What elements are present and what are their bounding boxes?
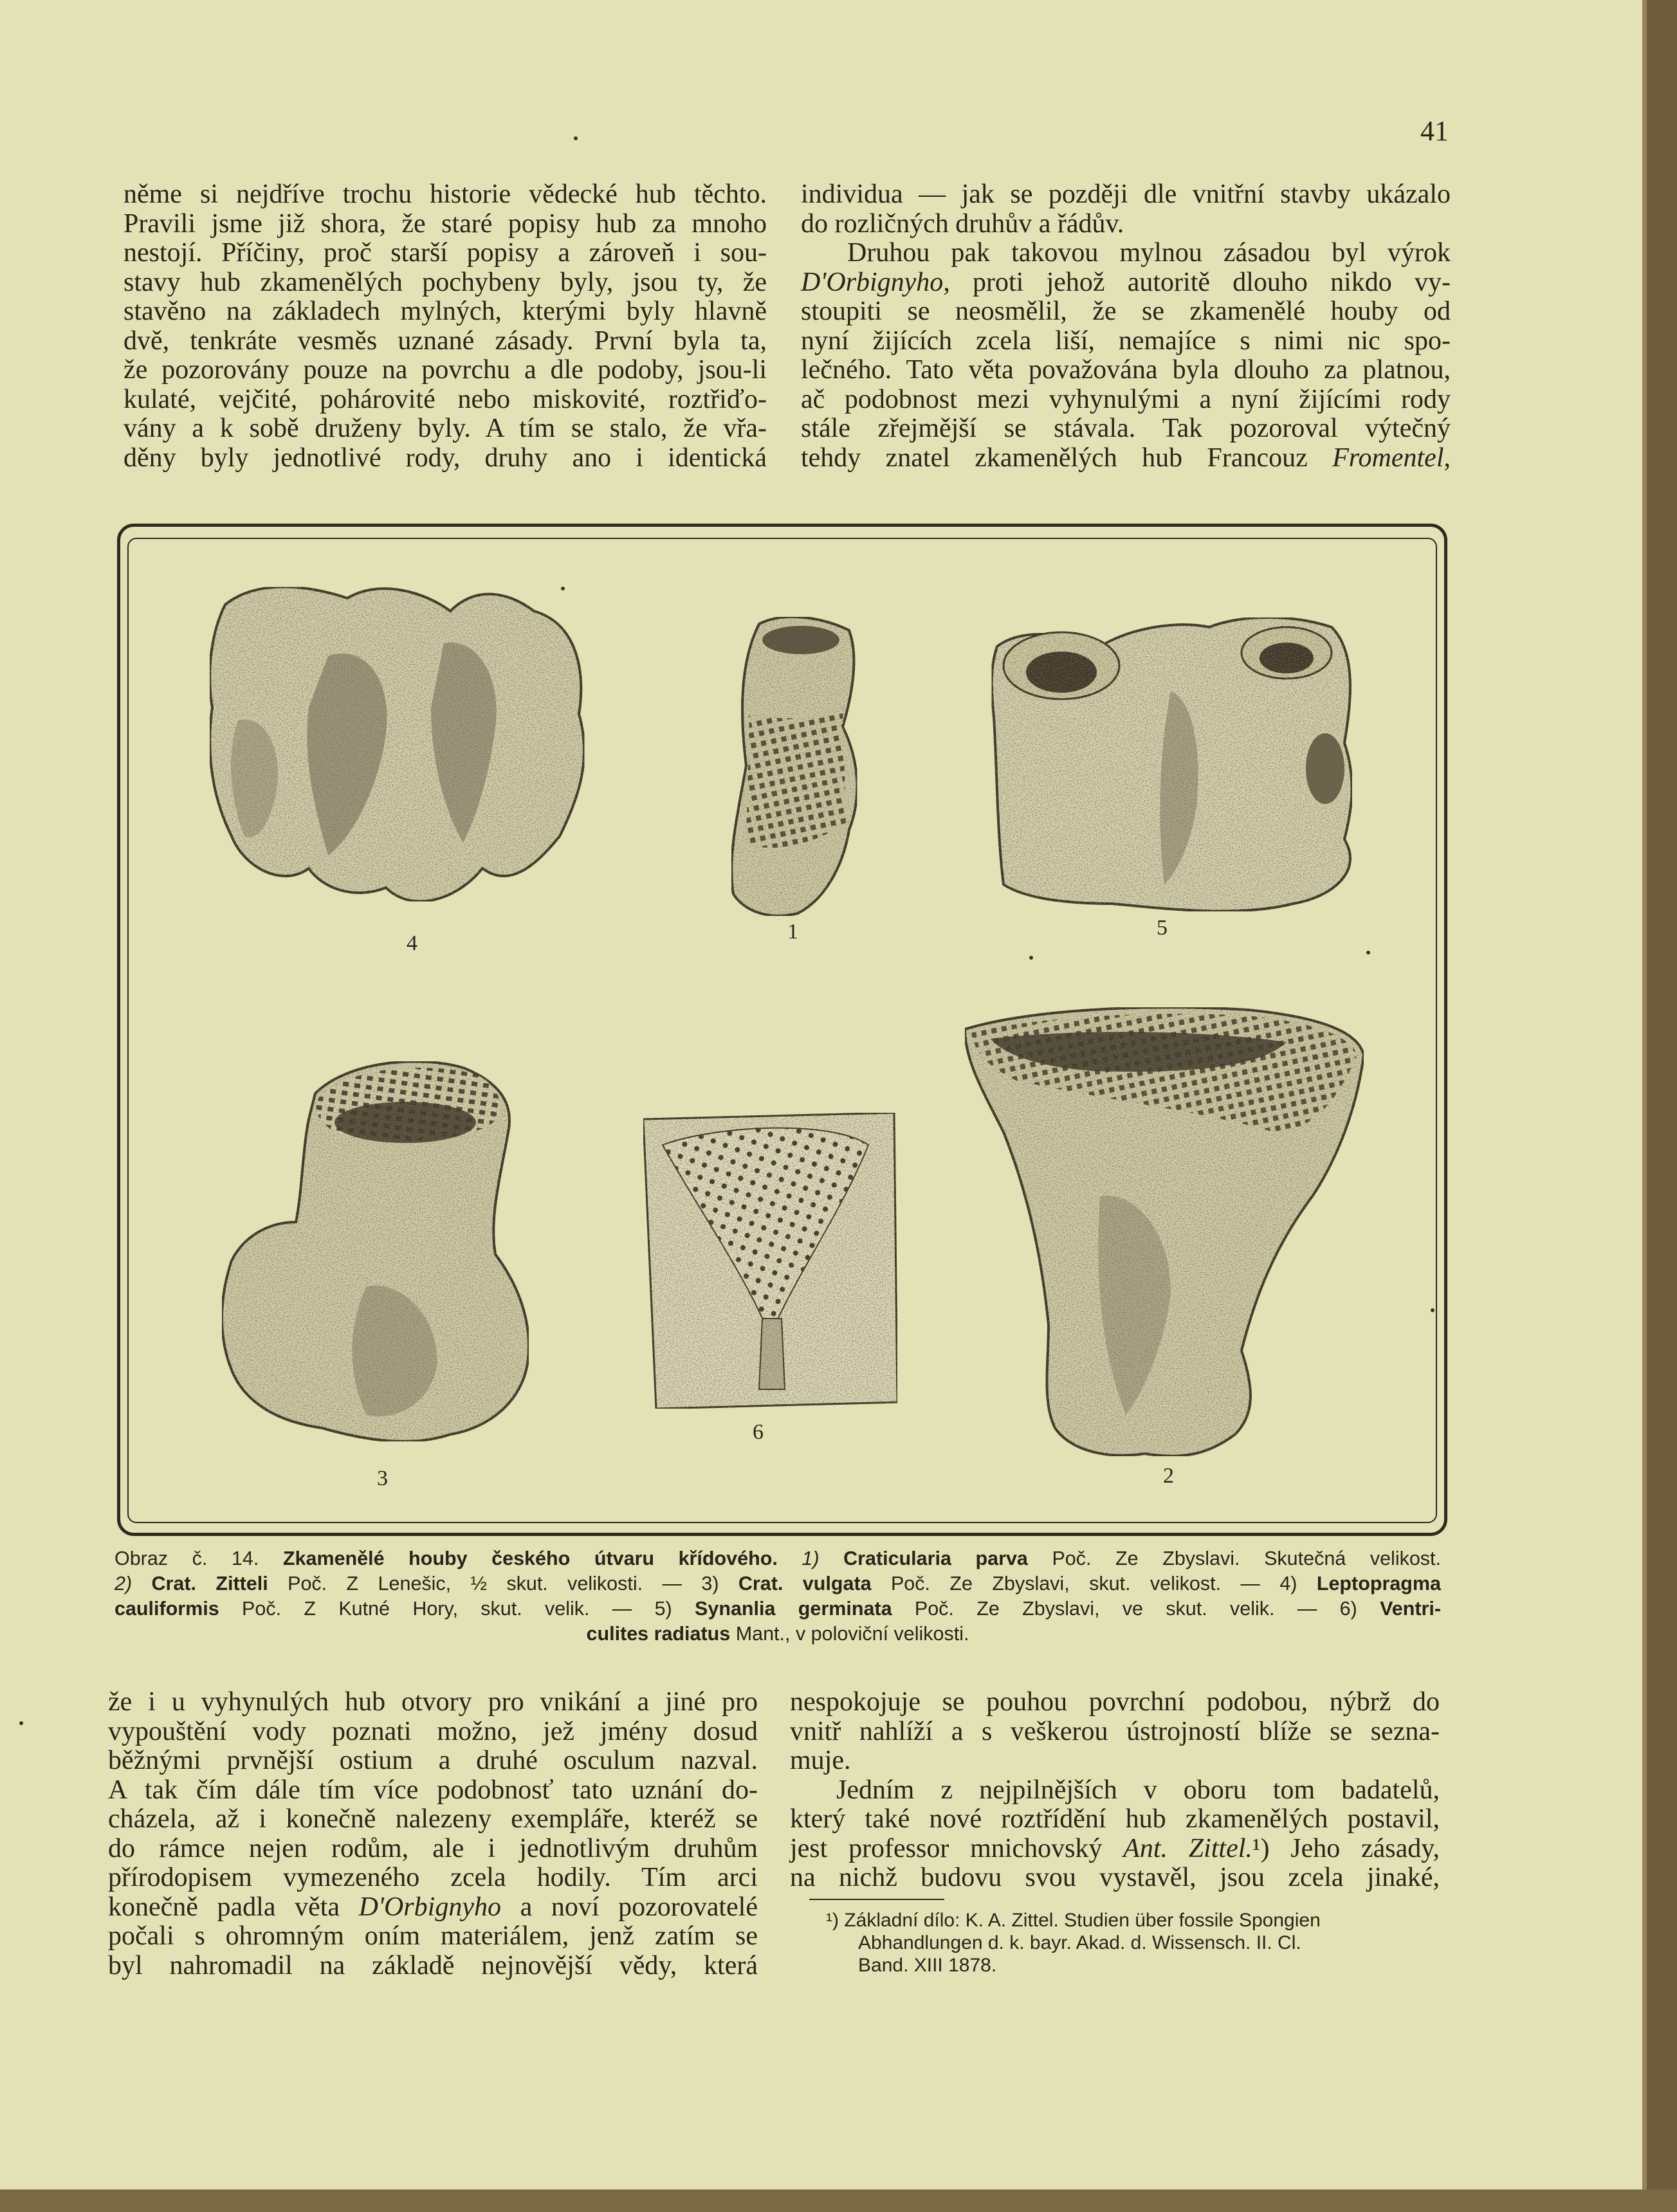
author-name: Fromentel: [1332, 443, 1444, 473]
column-top-right: [801, 180, 1451, 473]
figure-label-5: 5: [1157, 916, 1168, 940]
caption-fragment: Obraz č. 14.: [115, 1548, 283, 1569]
text-line: cházela, až i konečně nalezeny exempláře, kteréž se: [108, 1804, 758, 1834]
text-line: přírodopisem vymezeného zcela hodily. Tím arci: [108, 1863, 758, 1892]
footnote-line: Band. XIII 1878.: [858, 1955, 997, 1976]
column-top-left: [124, 180, 767, 473]
figure-label-6: 6: [753, 1420, 764, 1444]
text-line: [108, 1893, 758, 1923]
text-line: že pozorovány pouze na povrchu a dle podoby, jsou-li: [124, 355, 767, 385]
text-line: Jedním z nejpilnějších v oboru tom badatelů,: [836, 1775, 1440, 1805]
caption-fragment: Poč. Z Lenešic, ½ skut. velikosti. — 3): [268, 1573, 738, 1595]
text-line: běžnými prvnější ostium a druhé osculum nazval.: [108, 1746, 758, 1775]
text-line: byl nahromadil na základě nejnovější vědy, která: [108, 1950, 758, 1980]
author-name: D'Orbignyho: [358, 1892, 501, 1922]
caption-fragment: Mant., v poloviční velikosti.: [730, 1623, 969, 1645]
species-name: cauliformis: [115, 1598, 219, 1620]
text-line: do rozličných druhův a řádův.: [801, 208, 1124, 239]
text-line: [790, 1834, 1440, 1864]
text-line: kulaté, vejčité, pohárovité nebo miskovité, roztřiďo-: [124, 384, 767, 414]
text-line: do rámce nejen rodům, ale i jednotlivým druhům: [108, 1833, 758, 1863]
text-line: Druhou pak takovou mylnou zásadou byl výrok: [847, 238, 1451, 268]
speck: [1366, 951, 1370, 955]
footnote-line: ¹) Základní dílo: K. A. Zittel. Studien über fossile Spongien: [826, 1910, 1321, 1931]
page-edge: [1647, 0, 1677, 2212]
figure-label-2: 2: [1163, 1464, 1174, 1488]
author-name: Ant. Zittel.: [1123, 1833, 1252, 1863]
species-name: Crat. vulgata: [738, 1573, 872, 1595]
fossil-illustration-3: [206, 1042, 553, 1454]
text-line: nyní žijících zcela liší, nemajíce s nimi nic spo-: [801, 325, 1451, 356]
species-name: Crat. Zitteli: [151, 1573, 268, 1595]
text-line: stoupiti se neosmělil, že se zkamenělé houby od: [801, 297, 1451, 326]
text-line: který také nové roztřídění hub zkamenělých postavil,: [790, 1804, 1440, 1834]
text-line: [801, 444, 1451, 473]
author-name: D'Orbignyho: [801, 267, 944, 297]
fossil-illustration-5: [984, 601, 1370, 923]
caption-fragment: 2): [115, 1573, 152, 1595]
caption-fragment: Poč. Ze Zbyslavi, ve skut. velik. — 6): [892, 1598, 1380, 1620]
species-name: culites radiatus: [586, 1623, 731, 1645]
figure-label-1: 1: [787, 920, 798, 944]
text-fragment: ,: [1443, 443, 1451, 473]
text-line: vány a k sobě druženy byly. A tím se stalo, že vřa-: [124, 414, 767, 443]
fossil-illustration-1: [720, 611, 868, 926]
fossil-illustration-2: [952, 1003, 1377, 1467]
text-fragment: a noví pozorovatelé: [500, 1892, 758, 1922]
figure-label-3: 3: [377, 1467, 388, 1490]
speck: [561, 587, 565, 590]
footnote-ref: ¹): [1252, 1833, 1270, 1863]
caption-fragment: 1): [777, 1548, 844, 1569]
footnote-line: Abhandlungen d. k. bayr. Akad. d. Wissensch. II. Cl.: [858, 1932, 1301, 1953]
text-line: vnitř nahlíží a s veškerou ústrojností blíže se sezna-: [790, 1716, 1440, 1746]
text-line: vypouštění vody poznati možno, jež jmény dosud: [108, 1716, 758, 1746]
text-line: individua — jak se později dle vnitřní stavby ukázalo: [801, 179, 1451, 209]
text-line: že i u vyhynulých hub otvory pro vnikání a jiné pro: [108, 1687, 758, 1717]
text-line: Pravili jsme již shora, že staré popisy hub za mnoho: [124, 208, 767, 239]
text-line: [801, 268, 1451, 298]
caption-fragment: Poč. Z Kutné Hory, skut. velik. — 5): [219, 1598, 695, 1620]
speck: [1029, 956, 1033, 960]
caption-line: [115, 1546, 1441, 1571]
text-line: A tak čím dále tím více podobnosť tato uznání do-: [108, 1775, 758, 1805]
text-fragment: , proti jehož autoritě dlouho nikdo vy-: [943, 267, 1451, 297]
species-name: Craticularia parva: [843, 1548, 1028, 1569]
page-number: 41: [1420, 115, 1449, 147]
speck: [574, 136, 578, 140]
species-name: Ventri-: [1380, 1598, 1441, 1620]
caption-line: [115, 1596, 1441, 1622]
text-fragment: tehdy znatel zkamenělých hub Francouz: [801, 443, 1333, 473]
fossil-illustration-6: [637, 1106, 907, 1415]
figure-label-4: 4: [407, 931, 417, 955]
figure-caption: [115, 1546, 1441, 1647]
text-fragment: Jeho zásady,: [1269, 1833, 1440, 1863]
caption-line: [115, 1571, 1441, 1596]
species-name: Leptopragma: [1316, 1573, 1442, 1595]
text-fragment: konečně padla věta: [108, 1892, 359, 1922]
text-line: nestojí. Příčiny, proč starší popisy a zároveň i sou-: [124, 238, 767, 268]
caption-title: Zkamenělé houby českého útvaru křídového.: [282, 1548, 778, 1569]
caption-line: [115, 1622, 1441, 1647]
speck: [1431, 1308, 1434, 1312]
text-line: dvě, tenkráte vesměs uznané zásady. První byla ta,: [124, 325, 767, 356]
column-bottom-right: [790, 1688, 1440, 1893]
fossil-illustration-4: [199, 566, 611, 939]
text-line: lečného. Tato věta považována byla dlouho za platnou,: [801, 355, 1451, 385]
text-line: na nichž budovu svou vystavěl, jsou zcela jinaké,: [790, 1863, 1440, 1892]
text-line: nespokojuje se pouhou povrchní podobou, nýbrž do: [790, 1687, 1440, 1717]
caption-fragment: Poč. Ze Zbyslavi. Skutečná velikost.: [1027, 1548, 1442, 1569]
page-bottom-edge: [0, 2189, 1677, 2212]
species-name: Synanlia germinata: [695, 1598, 892, 1620]
text-line: něme si nejdříve trochu historie vědecké hub těchto.: [124, 179, 767, 209]
text-line: stavěno na základech mylných, kterými byly hlavně: [124, 297, 767, 326]
speck: [19, 1721, 23, 1725]
text-line: děny byly jednotlivé rody, druhy ano i identická: [124, 443, 767, 473]
text-line: muje.: [790, 1746, 851, 1775]
text-line: počali s ohromným oním materiálem, jenž zatím se: [108, 1921, 758, 1951]
caption-fragment: Poč. Ze Zbyslavi, skut. velikost. — 4): [871, 1573, 1317, 1595]
column-bottom-left: [108, 1688, 758, 1980]
text-line: stavy hub zkamenělých pochybeny byly, jsou ty, že: [124, 267, 767, 297]
text-fragment: jest professor mnichovský: [790, 1833, 1124, 1863]
footnote: [826, 1909, 1437, 1977]
text-line: stále zřejmější se stávala. Tak pozoroval výtečný: [801, 414, 1451, 443]
text-line: ač podobnost mezi vyhynulými a nyní žijícími rody: [801, 384, 1451, 414]
footnote-rule: [809, 1899, 944, 1900]
